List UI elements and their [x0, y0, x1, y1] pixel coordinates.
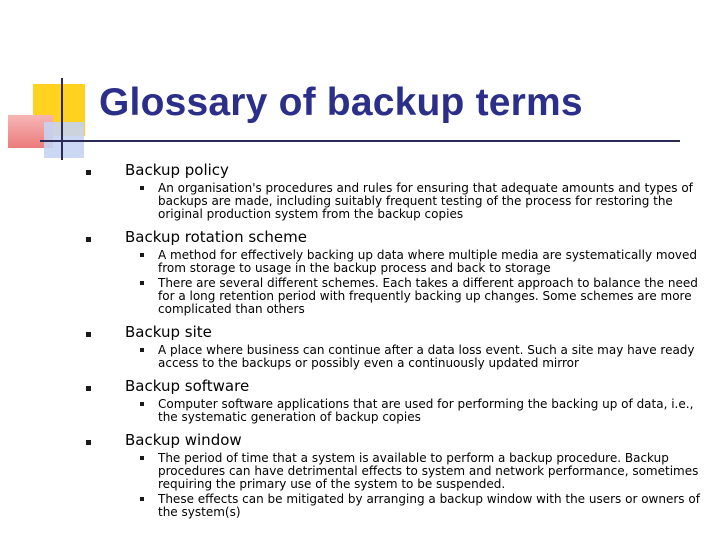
term-label: Backup rotation scheme: [125, 228, 307, 246]
term-row: [80, 322, 700, 342]
detail-row: [80, 493, 700, 519]
detail-text: The period of time that a system is available to perform a backup procedure. Backup procedures can have detrimental effects to system and network performance, sometimes requiring the primary use of the system to be suspended.: [158, 451, 699, 491]
detail-text: There are several different schemes. Each takes a different approach to balance the need for a long retention period with frequently backing up changes. Some schemes are more complicated than others: [158, 276, 698, 316]
detail-text: A method for effectively backing up data where multiple media are systematically moved from storage to usage in the backup process and back to storage: [158, 248, 698, 275]
term-row: [80, 430, 700, 450]
detail-text: These effects can be mitigated by arranging a backup window with the users or owners of the system(s): [158, 492, 700, 519]
term-details: [80, 398, 700, 424]
square-bullet-icon: [86, 440, 91, 445]
term-label: Backup site: [125, 323, 212, 341]
detail-row: [80, 452, 700, 491]
term-details: [80, 452, 700, 519]
term-details: [80, 182, 700, 221]
term-details: [80, 344, 700, 370]
title-underline: [40, 140, 680, 142]
term-details: [80, 249, 700, 316]
square-bullet-icon: [140, 497, 144, 501]
square-bullet-icon: [140, 456, 144, 460]
detail-text: A place where business can continue after a data loss event. Such a site may have ready access to the backups or possibly even a continuously updated mirror: [158, 343, 695, 370]
term-row: [80, 160, 700, 180]
square-bullet-icon: [86, 332, 91, 337]
square-bullet-icon: [140, 402, 144, 406]
square-bullet-icon: [86, 237, 91, 242]
glossary-item-backup-window: [80, 430, 700, 519]
page-title: Glossary of backup terms: [99, 81, 583, 124]
glossary-item-backup-rotation-scheme: [80, 227, 700, 316]
term-row: [80, 227, 700, 247]
detail-row: [80, 249, 700, 275]
square-bullet-icon: [140, 281, 144, 285]
square-bullet-icon: [140, 253, 144, 257]
glossary-item-backup-policy: [80, 160, 700, 221]
square-bullet-icon: [86, 386, 91, 391]
square-bullet-icon: [140, 348, 144, 352]
square-bullet-icon: [86, 170, 91, 175]
detail-text: An organisation's procedures and rules for ensuring that adequate amounts and types of backups are made, including suitably frequent testing of the process for restoring the original production system from the backup copies: [158, 181, 693, 221]
decor-vertical-line: [61, 78, 63, 160]
term-label: Backup policy: [125, 161, 229, 179]
glossary-item-backup-site: [80, 322, 700, 370]
square-bullet-icon: [140, 186, 144, 190]
glossary-item-backup-software: [80, 376, 700, 424]
detail-row: [80, 277, 700, 316]
detail-row: [80, 398, 700, 424]
term-row: [80, 376, 700, 396]
detail-row: [80, 344, 700, 370]
glossary-list: [80, 160, 700, 525]
term-label: Backup window: [125, 431, 242, 449]
term-label: Backup software: [125, 377, 250, 395]
detail-row: [80, 182, 700, 221]
detail-text: Computer software applications that are used for performing the backing up of data, i.e., the systematic generation of backup copies: [158, 397, 694, 424]
